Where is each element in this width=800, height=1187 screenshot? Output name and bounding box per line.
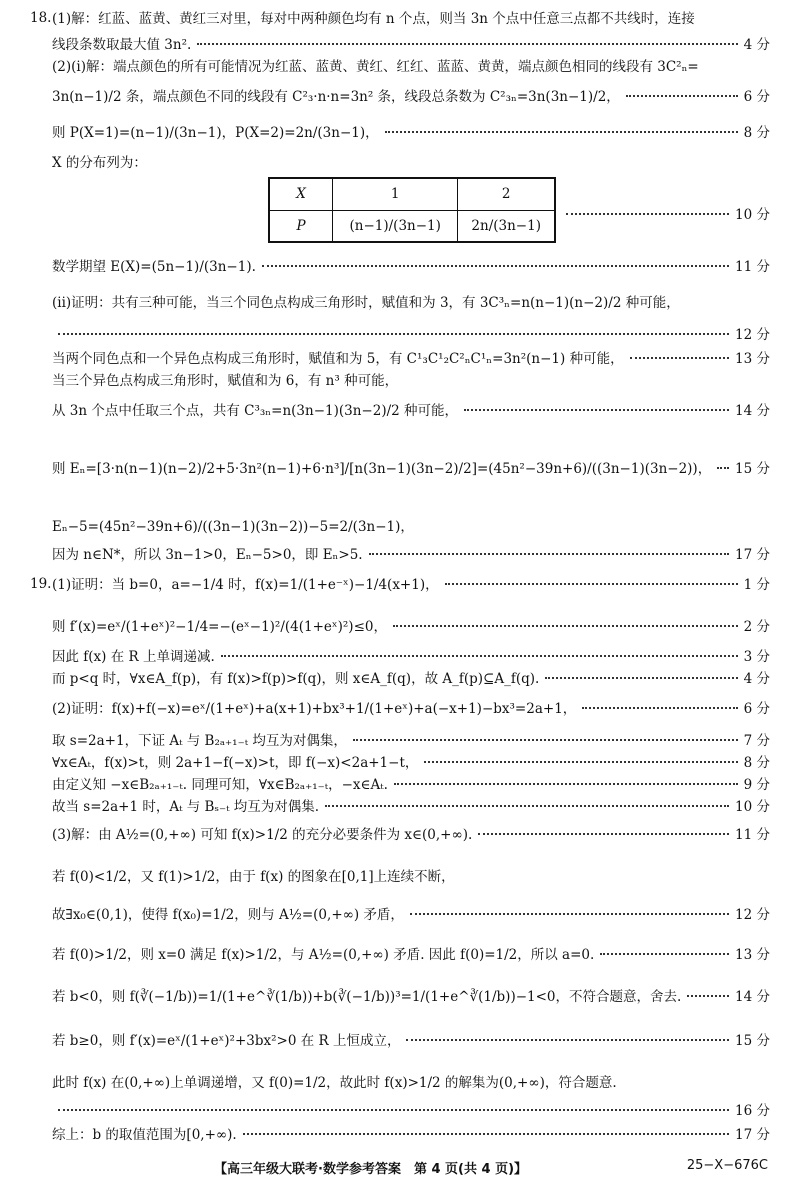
solution-line: 当两个同色点和一个异色点构成三角形时，赋值和为 5，有 C¹₃C¹₂C²ₙC¹ₙ=3n²(n−1) 种可能， 13 分 xyxy=(52,351,770,367)
solution-line: (ii)证明：共有三种可能，当三个同色点构成三角形时，赋值和为 3，有 3C³ₙ=n(n−1)(n−2)/2 种可能， xyxy=(52,295,680,311)
table-cell: (n−1)/(3n−1) xyxy=(333,210,458,242)
score-mark: 1 分 xyxy=(743,577,770,593)
score-mark: 4 分 xyxy=(743,37,770,53)
score-mark: 12 分 xyxy=(735,327,770,343)
solution-line: 则 Eₙ=[3·n(n−1)(n−2)/2+5·3n²(n−1)+6·n³]/[n(3n−1)(3n−2)/2]=(45n²−39n+6)/((3n−1)(3n−2))， 15 分 xyxy=(52,461,770,477)
table-cell: 2n/(3n−1) xyxy=(458,210,555,242)
solution-line: ∀x∈Aₜ，f(x)>t，则 2a+1−f(−x)>t，即 f(−x)<2a+1−t， 8 分 xyxy=(52,755,770,771)
table-score-line xyxy=(566,203,770,223)
score-mark: 7 分 xyxy=(743,733,770,749)
score-mark: 8 分 xyxy=(743,755,770,771)
score-mark: 15 分 xyxy=(735,1033,770,1049)
solution-line: 由定义知 −x∈B₂ₐ₊₁₋ₜ. 同理可知，∀x∈B₂ₐ₊₁₋ₜ，−x∈Aₜ. 9 分 xyxy=(52,777,770,793)
solution-line: 则 P(X=1)=(n−1)/(3n−1)，P(X=2)=2n/(3n−1)， 8 分 xyxy=(52,125,770,141)
score-mark: 15 分 xyxy=(735,461,770,477)
solution-line: 当三个异色点构成三角形时，赋值和为 6，有 n³ 种可能， xyxy=(52,373,399,389)
solution-line: Eₙ−5=(45n²−39n+6)/((3n−1)(3n−2))−5=2/(3n−1)， xyxy=(52,519,414,535)
solution-line: X 的分布列为： xyxy=(52,155,147,171)
score-mark: 2 分 xyxy=(743,619,770,635)
score-mark: 3 分 xyxy=(743,649,770,665)
solution-line: 故当 s=2a+1 时，Aₜ 与 Bₛ₋ₜ 均互为对偶集. 10 分 xyxy=(52,799,770,815)
table-header-x: X xyxy=(269,178,333,210)
solution-line: 从 3n 个点中任取三个点，共有 C³₃ₙ=n(3n−1)(3n−2)/2 种可能， 14 分 xyxy=(52,403,770,419)
table-header-p: P xyxy=(269,210,333,242)
problem-number: 19. xyxy=(30,576,52,592)
score-mark: 11 分 xyxy=(735,827,770,843)
table-row xyxy=(269,210,555,242)
table-row xyxy=(269,178,555,210)
score-mark: 13 分 xyxy=(735,947,770,963)
solution-line: 若 f(0)<1/2，又 f(1)>1/2，由于 f(x) 的图象在[0,1]上连续不断， xyxy=(52,869,455,885)
solution-line: 则 f′(x)=eˣ/(1+eˣ)²−1/4=−(eˣ−1)²/(4(1+eˣ)²)≤0， 2 分 xyxy=(52,619,770,635)
score-mark: 11 分 xyxy=(735,259,770,275)
solution-line: 故∃x₀∈(0,1)，使得 f(x₀)=1/2，则与 A½=(0,+∞) 矛盾， 12 分 xyxy=(52,907,770,923)
solution-line: 若 b≥0，则 f′(x)=eˣ/(1+eˣ)²+3bx²>0 在 R 上恒成立， 15 分 xyxy=(52,1033,770,1049)
footer-code: 25−X−676C xyxy=(686,1158,768,1173)
score-mark: 13 分 xyxy=(735,351,770,367)
solution-line: 因为 n∈N*，所以 3n−1>0，Eₙ−5>0，即 Eₙ>5. 17 分 xyxy=(52,547,770,563)
solution-line: 数学期望 E(X)=(5n−1)/(3n−1). 11 分 xyxy=(52,259,770,275)
score-mark: 9 分 xyxy=(743,777,770,793)
solution-line: 若 f(0)>1/2，则 x=0 满足 f(x)>1/2，与 A½=(0,+∞) 矛盾. 因此 f(0)=1/2，所以 a=0. 13 分 xyxy=(52,947,770,963)
score-mark: 17 分 xyxy=(735,547,770,563)
solution-line: (3)解：由 A½=(0,+∞) 可知 f(x)>1/2 的充分必要条件为 x∈(0,+∞). 11 分 xyxy=(52,827,770,843)
solution-line: 综上：b 的取值范围为[0,+∞). 17 分 xyxy=(52,1127,770,1143)
score-mark: 6 分 xyxy=(743,89,770,105)
score-mark: 17 分 xyxy=(735,1127,770,1143)
solution-line: 因此 f(x) 在 R 上单调递减. 3 分 xyxy=(52,649,770,665)
footer-title: 【高三年级大联考·数学参考答案 第 4 页(共 4 页)】 xyxy=(214,1162,528,1177)
problem-number: 18. xyxy=(30,10,52,26)
distribution-table xyxy=(268,177,556,243)
score-mark: 8 分 xyxy=(743,125,770,141)
solution-line: 若 b<0，则 f(∛(−1/b))=1/(1+e^∛(1/b))+b(∛(−1/b))³=1/(1+e^∛(1/b))−1<0，不符合题意，舍去. 14 分 xyxy=(52,989,770,1005)
table-cell: 2 xyxy=(458,178,555,210)
solution-line: (2)(i)解：端点颜色的所有可能情况为红蓝、蓝黄、黄红、红红、蓝蓝、黄黄，端点颜色相同的线段有 3C²ₙ= xyxy=(52,59,699,75)
solution-line: 而 p<q 时，∀x∈A_f(p)，有 f(x)>f(p)>f(q)，则 x∈A_f(q)，故 A_f(p)⊆A_f(q). 4 分 xyxy=(52,671,770,687)
solution-line: (1)解：红蓝、蓝黄、黄红三对里，每对中两种颜色均有 n 个点，则当 3n 个点中任意三点都不共线时，连接 xyxy=(52,11,695,27)
solution-line: 取 s=2a+1，下证 Aₜ 与 B₂ₐ₊₁₋ₜ 均互为对偶集， 7 分 xyxy=(52,733,770,749)
solution-line xyxy=(52,1102,770,1120)
score-mark: 10 分 xyxy=(735,207,770,223)
score-mark: 10 分 xyxy=(735,799,770,815)
solution-line: 线段条数取最大值 3n². 4 分 xyxy=(52,37,770,53)
solution-line: (1)证明：当 b=0，a=−1/4 时，f(x)=1/(1+e⁻ˣ)−1/4(x+1)， 1 分 xyxy=(52,577,770,593)
score-mark: 6 分 xyxy=(743,701,770,717)
solution-line xyxy=(52,326,770,344)
table-cell: 1 xyxy=(333,178,458,210)
score-mark: 12 分 xyxy=(735,907,770,923)
solution-line: (2)证明：f(x)+f(−x)=eˣ/(1+eˣ)+a(x+1)+bx³+1/(1+eˣ)+a(−x+1)−bx³=2a+1， 6 分 xyxy=(52,701,770,717)
solution-line: 3n(n−1)/2 条，端点颜色不同的线段有 C²₃·n·n=3n² 条，线段总条数为 C²₃ₙ=3n(3n−1)/2， 6 分 xyxy=(52,89,770,105)
score-mark: 14 分 xyxy=(735,403,770,419)
score-mark: 16 分 xyxy=(735,1103,770,1119)
score-mark: 14 分 xyxy=(735,989,770,1005)
solution-line: 此时 f(x) 在(0,+∞)上单调递增，又 f(0)=1/2，故此时 f(x)>1/2 的解集为(0,+∞)，符合题意. xyxy=(52,1075,617,1091)
score-mark: 4 分 xyxy=(743,671,770,687)
